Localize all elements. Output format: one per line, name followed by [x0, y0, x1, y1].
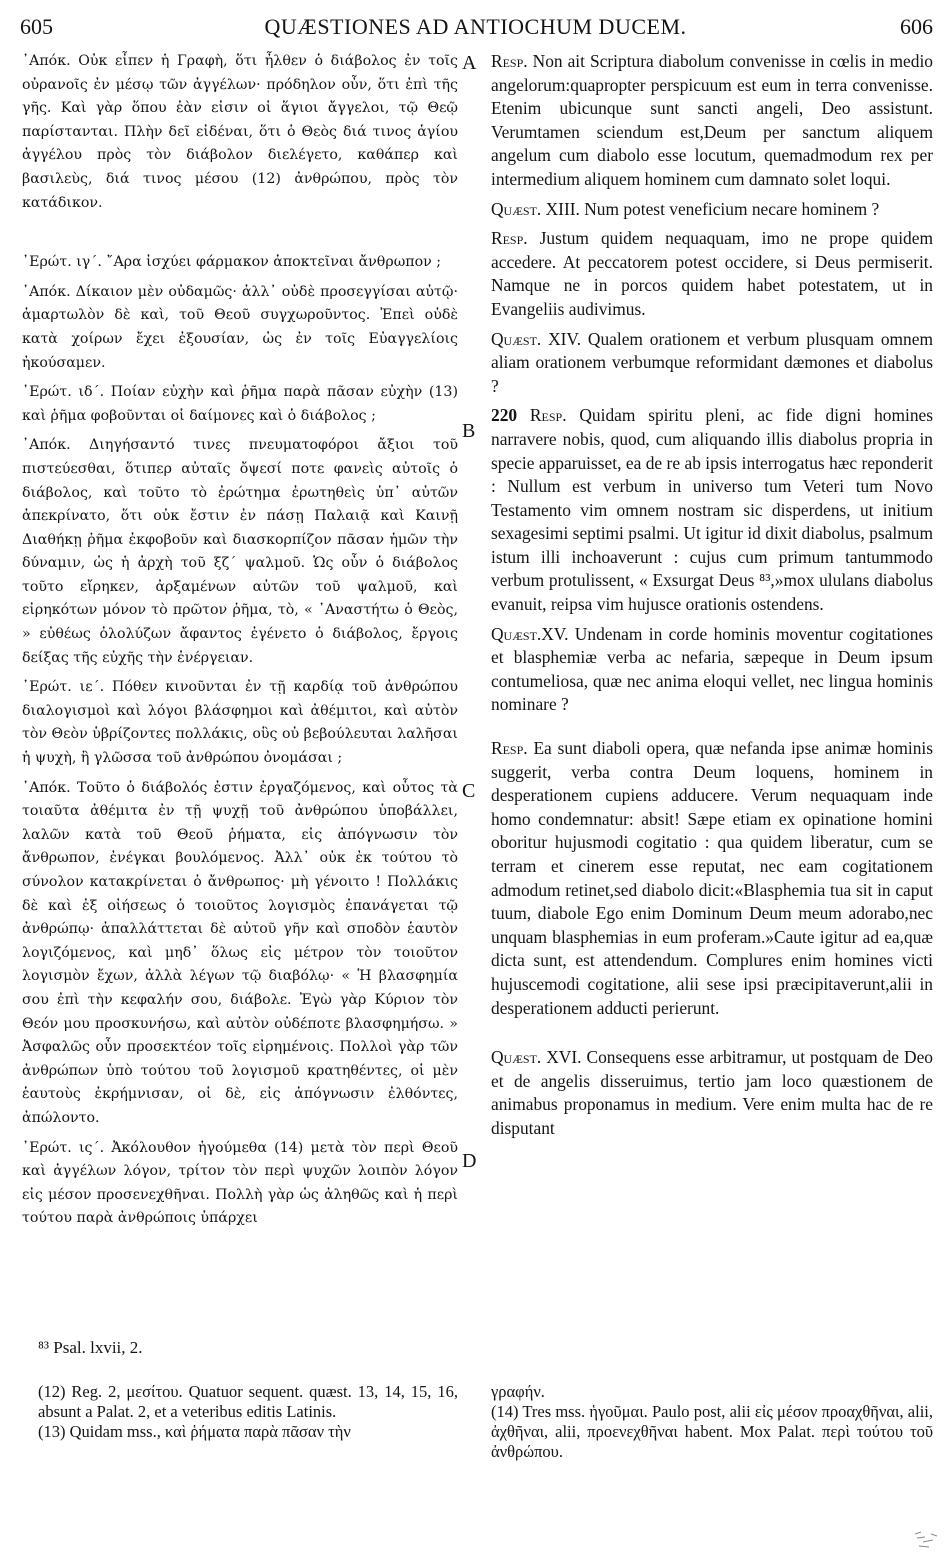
footnote-83: ⁸³ Psal. lxvii, 2.	[38, 1338, 143, 1357]
greek-paragraph: ᾿Απόκ. Οὐκ εἶπεν ἡ Γραφὴ, ὅτι ἦλθεν ὁ διάβολος ἐν τοῖς οὐρανοῖς ἐν μέσῳ τῶν ἀγγέλων· πρόδηλον οὖν, ὅτι ἐπὶ τῆς γῆς. Καὶ γὰρ ὅπου ἐὰν εἰσιν οἱ ἅγιοι ἄγγελοι, τῷ Θεῷ παρίστανται. Πλὴν δεῖ εἰδέναι, ὅτι ὁ Θεὸς διά τινος ἁγίου ἀγγέλου πρὸς τὸν διάβολον διελέγετο, καθάπερ καὶ βασιλεὺς, διά τινος μέσου (12) ἀνθρώπου, πρὸς τὸν κατάδικον.	[22, 53, 458, 211]
greek-paragraph: ᾿Απόκ. Τοῦτο ὁ διάβολός ἐστιν ἐργαζόμενος, καὶ οὗτος τὰ τοιαῦτα ἀθέμιτα ἐν τῇ ψυχῇ τοῦ ἀνθρώπου ὑποβάλλει, λαλῶν κατὰ τοῦ Θεοῦ ῥήματα, εἰς ἀπόγνωσιν τὸν ἄνθρωπον, ἐνέγκαι βουλόμενος. Ἀλλ᾿ οὐκ ἐκ τούτου τὸ σύνολον κατακρίνεται ὁ ἄνθρωπος· μὴ γένοιτο ! Πολλάκις δὲ καὶ ἐξ οἰήσεως ὁ τοιοῦτος λογισμὸς ἐπανάγεται τῷ ἀνθρώπῳ· ἀπαλλάττεται δὲ αὐτοῦ γῆν καὶ σποδὸν ἑαυτὸν λογιζόμενος, καὶ μηδ᾿ ὅλως εἰς μέτρον τὸν τοιοῦτον λογισμὸν ἔχων, ἀλλὰ λέγων τῷ διαβόλῳ· « Ἡ βλασφημία σου ἐπὶ τὴν κεφαλήν σου, διάβολε. Ἐγὼ γὰρ Κύριον τὸν Θεόν μου προσκυνήσω, καὶ αὐτὸν οὐδέποτε βλασφημήσω. » Ἀσφαλῶς οὖν προσεκτέον τοῖς εἰρημένοις. Πολλοὶ γὰρ τῶν ἀνθρώπων ὑπὸ τούτου τοῦ λογισμοῦ κρατηθέντες, οἱ μὲν ἑαυτοὺς ἐκρήμνισαν, οἱ δὲ, εἰς ἀπόγνωσιν ἐλθόντες, ἀπώλοντο.	[22, 779, 458, 1126]
latin-paragraph	[491, 50, 933, 192]
greek-column	[22, 50, 458, 1237]
latin-paragraph	[491, 623, 933, 717]
quaest-label: Quæst.	[491, 623, 542, 644]
quaest-label: Quæst.	[491, 198, 542, 219]
latin-text: XIII. Num potest veneficium necare hominem ?	[541, 198, 880, 219]
quaest-label: Quæst.	[491, 1047, 542, 1068]
greek-paragraph: ᾿Ερώτ. ιε΄. Πόθεν κινοῦνται ἐν τῇ καρδίᾳ τοῦ ἀνθρώπου διαλογισμοὶ καὶ λόγοι βλάσφημοι καὶ ἀθέμιτοι, καὶ αὐτὸν τὸν Θεὸν ὑβρίζοντες πολλάκις, οὓς οὐ βεβούλευται λαλῆσαι ἡ ψυχὴ, ἢ γλῶσσα τοῦ ἀνθρώπου ὀνομάσαι ;	[22, 679, 458, 767]
page-number-right: 606	[900, 14, 933, 39]
notes-left	[38, 1382, 458, 1442]
latin-paragraph	[491, 1046, 933, 1140]
resp-label: Resp.	[491, 228, 528, 249]
note: (13) Quidam mss., καὶ ῥήματα παρὰ πᾶσαν τὴν	[38, 1422, 351, 1441]
latin-column	[491, 50, 933, 1147]
margin-letter-d: D	[462, 1150, 477, 1172]
latin-paragraph	[491, 328, 933, 399]
latin-paragraph	[491, 198, 933, 222]
margin-letter-b: B	[462, 420, 476, 442]
greek-paragraph: ᾿Απόκ. Δίκαιον μὲν οὐδαμῶς· ἀλλ᾿ οὐδὲ προσεγγίσαι αὐτῷ· ἁμαρτωλὸν δὲ καὶ, τοῦ Θεοῦ συγχωροῦντος. Ἐπεὶ οὐδὲ κατὰ χοίρων ἔχει ἐξουσίαν, ὡς ἐν τοῖς Εὐαγγελίοις ἠκούσαμεν.	[22, 283, 458, 371]
latin-text: XV. Undenam in corde hominis moventur cogitationes et blasphemiæ verba ac nefaria, sæpeque in Deum ipsum contumeliosa, quæ nec anima eloqui vellet, nec lingua hominis nominare ?	[491, 623, 933, 715]
resp-label: Resp.	[529, 405, 567, 426]
quaest-label: Quæst.	[491, 328, 542, 349]
greek-paragraph: ᾿Απόκ. Διηγήσαντό τινες πνευματοφόροι ἄξιοι τοῦ πιστεύεσθαι, ὅτιπερ αὐταῖς ὄψεσί ποτε φανεὶς αὐτοῖς ὁ διάβολος, καὶ τοῦτο τὸ ἐρώτημα ἐρωτηθεὶς ὑπ᾿ αὐτῶν ἀπεκρίνατο, ὅτι οὐκ ἔστιν ἐν πάσῃ Παλαιᾷ καὶ Καινῇ Διαθήκῃ ῥῆμα ἐκφοβοῦν καὶ διασκορπίζον πᾶσαν ἡμῶν τὴν δύναμιν, ὡς ἡ ἀρχὴ τοῦ ξζ΄ ψαλμοῦ. Ὡς οὖν ὁ διάβολος τοῦτο εἴρηκεν, ἀρξαμένων αὐτῶν τοῦ ψαλμοῦ, καὶ εἰρηκότων μόνον τὸ πρῶτον ῥῆμα, τὸ, « ᾿Αναστήτω ὁ Θεὸς, » εὐθέως ὀλολύζων ἄφαντος ἐγένετο ὁ διάβολος, ἔργοις δείξας τῆς εὐχῆς τὴν ἐνέργειαν.	[22, 437, 458, 666]
margin-letter-a: A	[462, 52, 477, 74]
resp-label: Resp.	[491, 51, 528, 71]
greek-paragraph: ᾿Ερώτ. ιγ΄. ῎Αρα ἰσχύει φάρμακον ἀποκτεῖναι ἄνθρωπον ;	[22, 254, 442, 271]
resp-label: Resp.	[491, 738, 528, 759]
latin-paragraph	[491, 404, 933, 616]
latin-text: Non ait Scriptura diabolum convenisse in cœlis in medio angelorum:quapropter perspicuum est eum in terra convenisse. Etenim ubicunque sunt sancti angeli, Deo assistunt. Verumtamen sciendum est,Deum per sanctum aliquem angelum cum diabolo esse locutum, quemadmodum rex per intermedium aliquem hominem cum damnato solet loqui.	[491, 51, 933, 189]
margin-letter-c: C	[462, 780, 476, 802]
latin-text: Ea sunt diaboli opera, quæ nefanda ipse animæ hominis suggerit, verba contra Deum loquens, hominem in desperationem cupiens adducere. Verum nequaquam inde homo condemnatur: absit! Sæpe etiam ex opinatione homini oboritur hujusmodi cogitatio : qua quidem liberatur, cum se terram et cinerem esse reputat, nec eam cogitationem admodum retinet,sed diabolo dicit:«Blasphemia tua sit in caput tuum, diabole Ego enim Dominum Deum meum adorabo,nec unquam blasphemias in eum proferam.»Caute igitur ad ea,quæ dicta sunt, est attendendum. Complures enim homines victi hujuscemodi cogitatione, alii sese ipsi præcipitaverunt,alii in desperationem adducti perierunt.	[491, 738, 933, 1018]
latin-text: Justum quidem nequaquam, imo ne prope quidem accedere. At peccatorem potest occidere, si Deus permiserit. Namque ne in porcos quidem habet potestatem, ut in Evangeliis audivimus.	[491, 228, 933, 319]
note: (14) Tres mss. ἡγοῦμαι. Paulo post, alii εἰς μέσον προαχθῆναι, alii, ἀχθῆναι, alii, προενεχθῆναι habent. Mox Palat. περὶ τούτου τοῦ ἀνθρώπου.	[491, 1402, 933, 1461]
note: γραφήν.	[491, 1382, 545, 1401]
latin-text: Quidam spiritu pleni, ac fide digni homines narravere nobis, quod, cum aliquando illis diabolus propria in specie apparuisset, ea de re ab ipsis interrogatus hæc reponderit : Nullum est verbum in universo tum Veteri tum Novo Testamento vim omnem nostram sic disperdens, ut initium sexagesimi septimi psalmi. Ut igitur id dixit diabolus, psalmum istum illi inchoaverunt : cujus cum primum tantummodo verbum protulissent, « Exsurgat Deus ⁸³,»mox ululans diabolus evanuit, reipsa vim hujusce orationis ostendens.	[491, 405, 933, 615]
greek-paragraph: ᾿Ερώτ. ιδ΄. Ποίαν εὐχὴν καὶ ῥῆμα παρὰ πᾶσαν εὐχὴν (13) καὶ ῥῆμα φοβοῦνται οἱ δαίμονες καὶ ὁ διάβολος ;	[22, 384, 458, 424]
running-title: QUÆSTIONES AD ANTIOCHUM DUCEM.	[264, 14, 687, 39]
greek-paragraph: ᾿Ερώτ. ις΄. Ἀκόλουθον ἡγούμεθα (14) μετὰ τὸν περὶ Θεοῦ καὶ ἀγγέλων λόγον, τρίτον τὸν περὶ ψυχῶν λοιπὸν λόγον εἰς μέσον προσενεχθῆναι. Πολλὴ γὰρ ὡς ἀληθῶς καὶ ἡ περὶ τούτου παρὰ ἀνθρώποις ὑπάρχει	[22, 1139, 458, 1227]
latin-text: XVI. Consequens esse arbitramur, ut postquam de Deo et de angelis disseruimus, tertio jam loco quæstionem de animabus proponamus in medium. Vere enim multa hac de re disputant	[491, 1047, 933, 1138]
page-header	[0, 14, 951, 44]
original-page-number: 220	[491, 405, 518, 426]
notes-right	[491, 1382, 933, 1462]
note: (12) Reg. 2, μεσίτου. Quatuor sequent. quæst. 13, 14, 15, 16, absunt a Palat. 2, et a veteribus editis Latinis.	[38, 1382, 458, 1421]
latin-paragraph	[491, 737, 933, 1020]
latin-paragraph	[491, 227, 933, 321]
page-number-left: 605	[20, 14, 53, 39]
latin-text: XIV. Qualem orationem et verbum plusquam omnem aliam orationem verbumque reformidant dæmones et diabolus ?	[491, 328, 933, 396]
stamp-mark-icon	[911, 1528, 941, 1552]
